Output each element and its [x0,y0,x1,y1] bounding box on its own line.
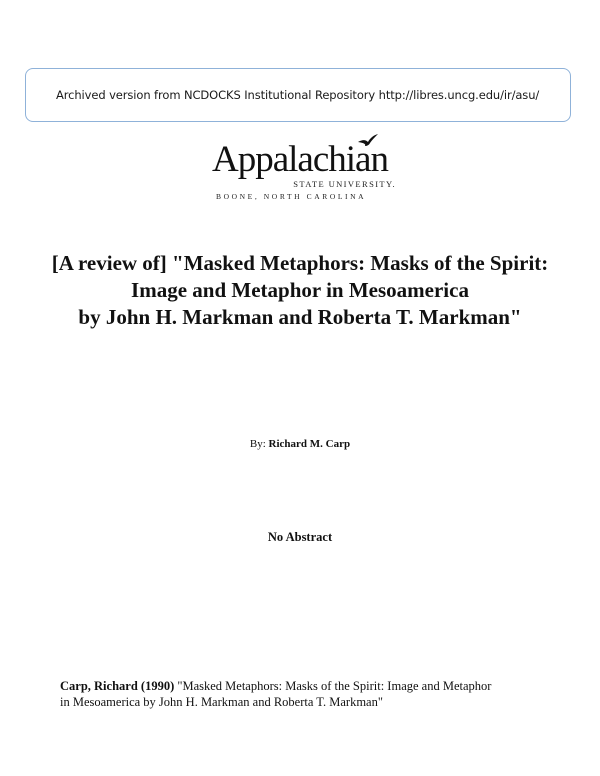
archive-notice-box [25,68,571,122]
abstract-label: No Abstract [267,530,333,544]
document-title [20,250,580,331]
citation-text-line1: "Masked Metaphors: Masks of the Spirit: Image and Metaphor [174,679,492,693]
citation-text-line2: in Mesoamerica by John H. Markman and Roberta T. Markman" [60,695,383,709]
logo-wordmark: Appalachian [212,139,388,180]
byline-prefix: By: [249,438,269,450]
citation [60,678,540,710]
logo-place: BOONE, NORTH CAROLINA [216,192,367,201]
logo-university: STATE UNIVERSITY. [293,179,396,189]
byline [0,438,600,450]
byline-author: Richard M. Carp [268,438,351,450]
citation-author-year: Carp, Richard (1990) [60,679,175,693]
appalachian-logo [212,133,402,205]
title-line: by John H. Markman and Roberta T. Markman" [78,305,522,329]
title-line: Image and Metaphor in Mesoamerica [131,278,469,302]
archive-notice-text: Archived version from NCDOCKS Institutional Repository http://libres.uncg.edu/ir/asu/ [56,88,540,102]
title-line: [A review of] "Masked Metaphors: Masks of the Spirit: [51,251,549,275]
